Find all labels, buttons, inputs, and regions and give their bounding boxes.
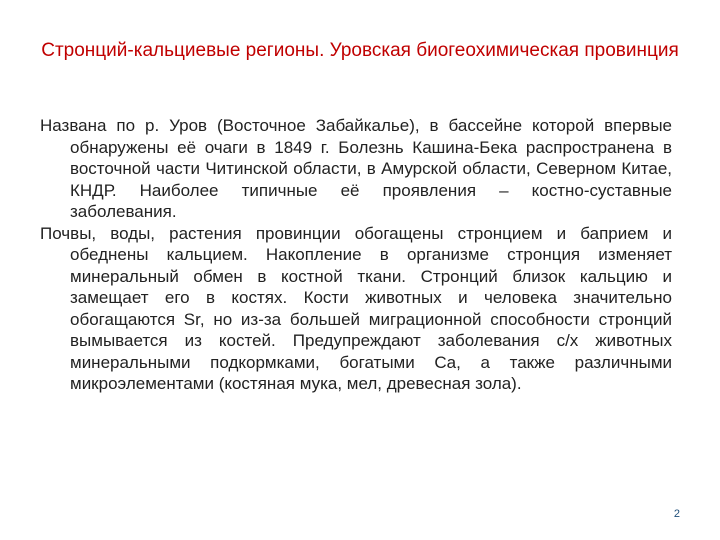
slide-title: Стронций-кальциевые регионы. Уровская биогеохимическая провинция [41, 40, 679, 61]
slide-body [40, 115, 672, 395]
paragraph-uров-origin: Названа по р. Уров (Восточное Забайкалье), в бассейне которой впервые обнаружены её очаги в 1849 г. Болезнь Кашина-Бека распространена в восточной части Читинской области, в Амурской области, Северном Китае, КНДР. Наиболее типичные её проявления – костно-суставные заболевания. [40, 116, 672, 221]
paragraph-strontium-effects: Почвы, воды, растения провинции обогащены стронцием и баприем и обеднены кальцием. Накопление в организме стронция изменяет минеральный обмен в костной ткани. Стронций близок кальцию и замещает его в костях. Кости животных и человека значительно обогащаются Sr, но из-за большей миграционной способности стронций вымывается из костей. Предупреждают заболевания с/х животных минеральными подкормками, богатыми Ca, а также различными микроэлементами (костяная мука, мел, древесная зола). [40, 223, 672, 393]
page-number: 2 [673, 508, 680, 520]
